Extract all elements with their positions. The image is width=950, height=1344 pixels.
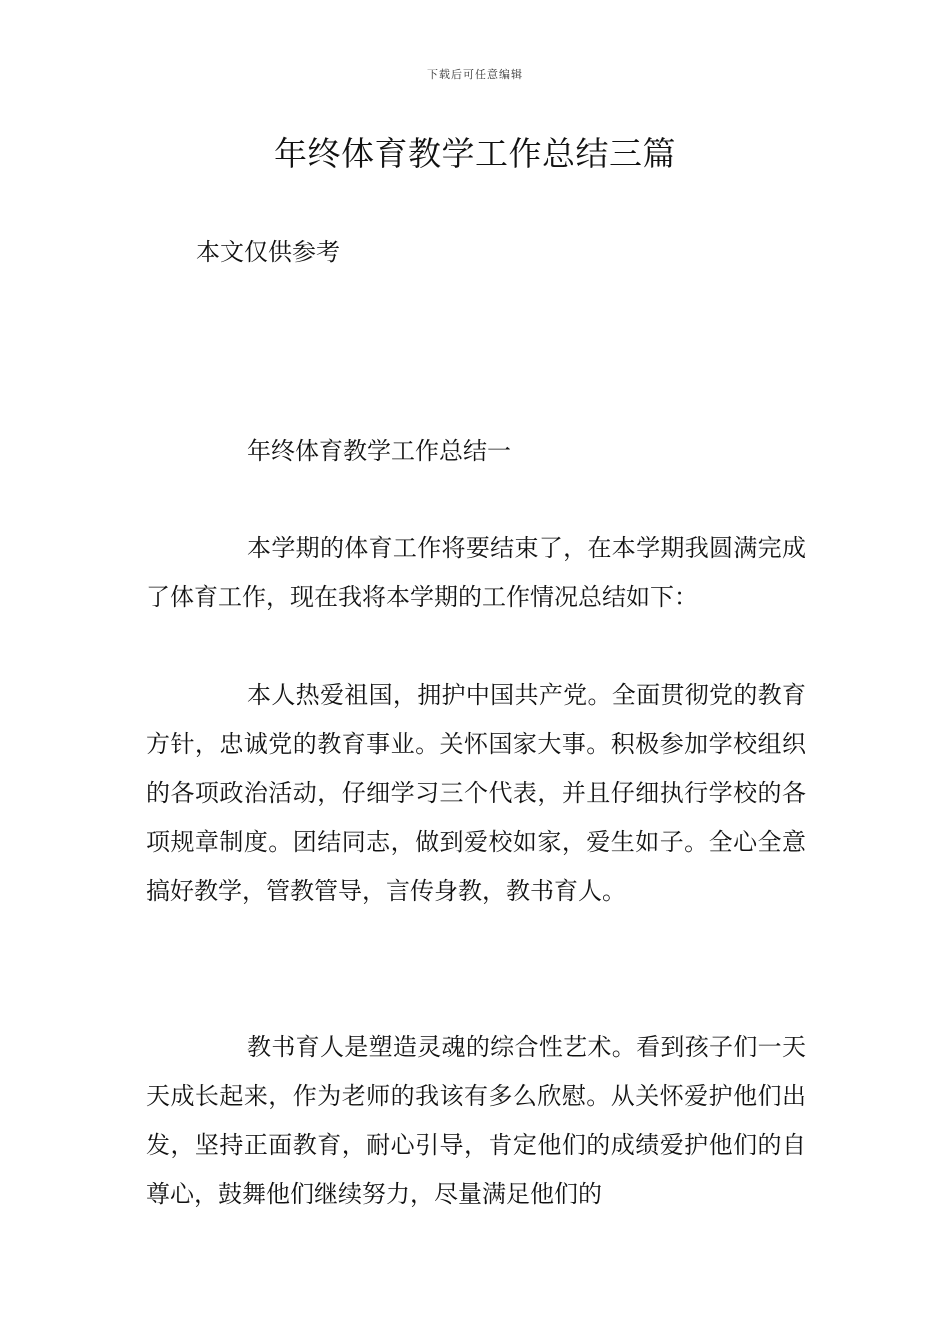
document-title: 年终体育教学工作总结三篇 (274, 134, 676, 173)
section-heading: 年终体育教学工作总结一 (247, 437, 511, 465)
body-paragraph: 教书育人是塑造灵魂的综合性艺术。看到孩子们一天天成长起来，作为老师的我该有多么欣慰。从关怀爱护他们出发，坚持正面教育，耐心引导，肯定他们的成绩爱护他们的自尊心，鼓舞他们继续努力，尽量满足他们的 (146, 1033, 806, 1208)
body-paragraph: 本学期的体育工作将要结束了，在本学期我圆满完成了体育工作，现在我将本学期的工作情况总结如下： (146, 534, 806, 611)
body-paragraph: 本人热爱祖国，拥护中国共产党。全面贯彻党的教育方针，忠诚党的教育事业。关怀国家大事。积极参加学校组织的各项政治活动，仔细学习三个代表，并且仔细执行学校的各项规章制度。团结同志，做到爱校如家，爱生如子。全心全意搞好教学，管教管导，言传身教，教书育人。 (146, 681, 806, 905)
disclaimer-text: 本文仅供参考 (196, 238, 340, 266)
header-note: 下载后可任意编辑 (427, 68, 523, 81)
